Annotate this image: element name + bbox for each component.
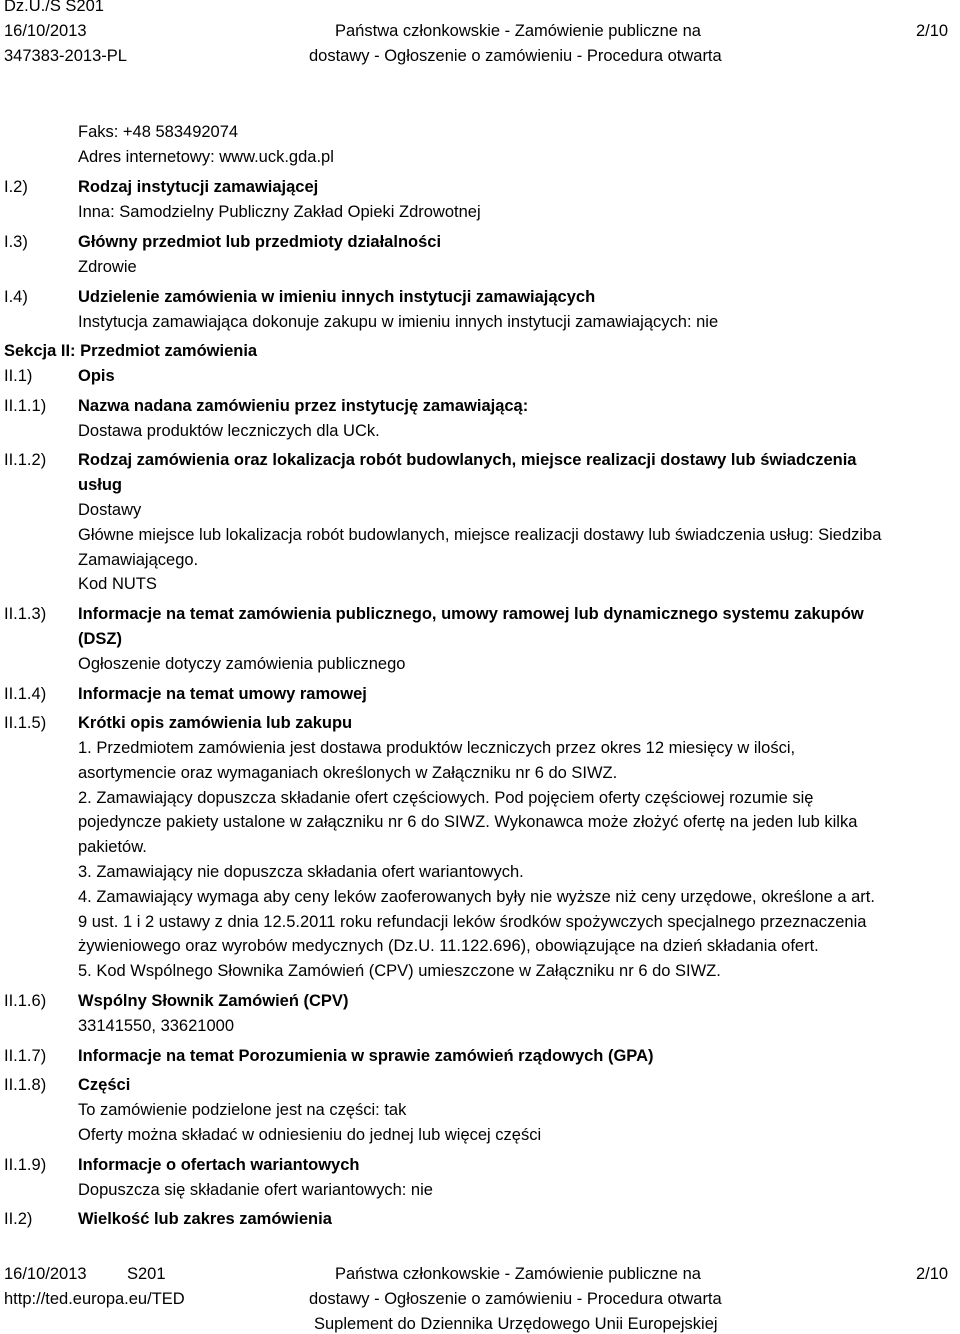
section-number: II.1.2) bbox=[4, 451, 47, 469]
section-heading: Informacje na temat zamówienia publicznego, umowy ramowej lub dynamicznego systemu zakupów bbox=[78, 605, 864, 623]
header-title-line2: dostawy - Ogłoszenie o zamówieniu - Procedura otwarta bbox=[309, 47, 722, 65]
section-number: I.4) bbox=[4, 288, 28, 306]
section-text: 5. Kod Wspólnego Słownika Zamówień (CPV) umieszczone w Załączniku nr 6 do SIWZ. bbox=[78, 962, 721, 980]
section-text: pojedyncze pakiety ustalone w załączniku nr 6 do SIWZ. Wykonawca może złożyć ofertę na jeden lub kilka bbox=[78, 813, 858, 831]
header-date: 16/10/2013 bbox=[4, 22, 87, 40]
section-text: żywieniowego oraz wyrobów medycznych (Dz.U. 11.122.696), obowiązujące na dzień składania ofert. bbox=[78, 937, 819, 955]
section-number: II.1.8) bbox=[4, 1076, 47, 1094]
notice-id: 347383-2013-PL bbox=[4, 47, 127, 65]
section-number: II.1) bbox=[4, 367, 33, 385]
section-heading: Krótki opis zamówienia lub zakupu bbox=[78, 714, 353, 732]
web-address-line bbox=[78, 147, 334, 167]
section-text: Instytucja zamawiająca dokonuje zakupu w imieniu innych instytucji zamawiających: nie bbox=[78, 313, 719, 331]
section-heading: Wielkość lub zakres zamówienia bbox=[78, 1210, 332, 1228]
footer-date: 16/10/2013 bbox=[4, 1265, 87, 1283]
footer-title-line2: dostawy - Ogłoszenie o zamówieniu - Procedura otwarta bbox=[309, 1290, 722, 1308]
section-number: II.1.5) bbox=[4, 714, 47, 732]
section-heading: Informacje o ofertach wariantowych bbox=[78, 1156, 360, 1174]
footer-title-line1: Państwa członkowskie - Zamówienie publiczne na bbox=[335, 1265, 701, 1283]
section-heading: Opis bbox=[78, 367, 115, 385]
section-text: Dostawy bbox=[78, 501, 142, 519]
section-heading: Wspólny Słownik Zamówień (CPV) bbox=[78, 992, 349, 1010]
section-heading: Rodzaj zamówienia oraz lokalizacja robót budowlanych, miejsce realizacji dostawy lub świadczenia bbox=[78, 451, 857, 469]
section-text: Główne miejsce lub lokalizacja robót budowlanych, miejsce realizacji dostawy lub świadczenia usług: Siedziba bbox=[78, 526, 882, 544]
section-number: II.1.7) bbox=[4, 1047, 47, 1065]
footer-supplement: Suplement do Dziennika Urzędowego Unii Europejskiej bbox=[314, 1315, 718, 1333]
section-number: II.1.9) bbox=[4, 1156, 47, 1174]
section-heading: Nazwa nadana zamówieniu przez instytucję zamawiającą: bbox=[78, 397, 529, 415]
section-heading-cont: (DSZ) bbox=[78, 630, 122, 648]
footer-series: S201 bbox=[127, 1265, 166, 1283]
section-text: Zdrowie bbox=[78, 258, 137, 276]
section-heading: Udzielenie zamówienia w imieniu innych instytucji zamawiających bbox=[78, 288, 596, 306]
section-number: II.1.6) bbox=[4, 992, 47, 1010]
section-text: Inna: Samodzielny Publiczny Zakład Opieki Zdrowotnej bbox=[78, 203, 481, 221]
section-text: 4. Zamawiający wymaga aby ceny leków zaoferowanych były nie wyższe niż ceny urzędowe, określone a art. bbox=[78, 888, 875, 906]
section-number: II.1.4) bbox=[4, 685, 47, 703]
section-text: To zamówienie podzielone jest na części: tak bbox=[78, 1101, 407, 1119]
fax-line: Faks: +48 583492074 bbox=[78, 123, 239, 141]
section-text: asortymencie oraz wymaganiach określonych w Załączniku nr 6 do SIWZ. bbox=[78, 764, 618, 782]
section-text: 2. Zamawiający dopuszcza składanie ofert częściowych. Pod pojęciem oferty częściowej rozumie się bbox=[78, 789, 814, 807]
footer-url: http://ted.europa.eu/TED bbox=[4, 1290, 185, 1308]
journal-ref: Dz.U./S S201 bbox=[4, 0, 104, 15]
web-address-link[interactable]: www.uck.gda.pl bbox=[219, 148, 334, 166]
section-heading: Informacje na temat Porozumienia w sprawie zamówień rządowych (GPA) bbox=[78, 1047, 654, 1065]
section-text: Ogłoszenie dotyczy zamówienia publicznego bbox=[78, 655, 406, 673]
footer-page-number: 2/10 bbox=[916, 1265, 949, 1283]
section-text: Zamawiającego. bbox=[78, 551, 199, 569]
header-page-number: 2/10 bbox=[916, 22, 949, 40]
section-heading: Części bbox=[78, 1076, 131, 1094]
section-number: I.3) bbox=[4, 233, 28, 251]
section-heading: Rodzaj instytucji zamawiającej bbox=[78, 178, 319, 196]
section-text: Oferty można składać w odniesieniu do jednej lub więcej części bbox=[78, 1126, 542, 1144]
header-title-line1: Państwa członkowskie - Zamówienie publiczne na bbox=[335, 22, 701, 40]
section-text: Kod NUTS bbox=[78, 575, 157, 593]
section-text: Dostawa produktów leczniczych dla UCk. bbox=[78, 422, 380, 440]
section-text: 33141550, 33621000 bbox=[78, 1017, 234, 1035]
section-heading: Główny przedmiot lub przedmioty działalności bbox=[78, 233, 442, 251]
section-number: I.2) bbox=[4, 178, 28, 196]
section-text: Dopuszcza się składanie ofert wariantowych: nie bbox=[78, 1181, 433, 1199]
section-text: 9 ust. 1 i 2 ustawy z dnia 12.5.2011 roku refundacji leków środków spożywczych specjalnego przeznaczenia bbox=[78, 913, 867, 931]
section-heading-cont: usług bbox=[78, 476, 122, 494]
section-text: 3. Zamawiający nie dopuszcza składania ofert wariantowych. bbox=[78, 863, 524, 881]
section-number: II.2) bbox=[4, 1210, 33, 1228]
section-number: II.1.1) bbox=[4, 397, 47, 415]
section-text: pakietów. bbox=[78, 838, 147, 856]
section-heading: Informacje na temat umowy ramowej bbox=[78, 685, 367, 703]
section-text: 1. Przedmiotem zamówienia jest dostawa produktów leczniczych przez okres 12 miesięcy w ilości, bbox=[78, 739, 796, 757]
web-address-label: Adres internetowy: bbox=[78, 148, 220, 166]
section-ii-title: Sekcja II: Przedmiot zamówienia bbox=[4, 342, 258, 360]
section-number: II.1.3) bbox=[4, 605, 47, 623]
